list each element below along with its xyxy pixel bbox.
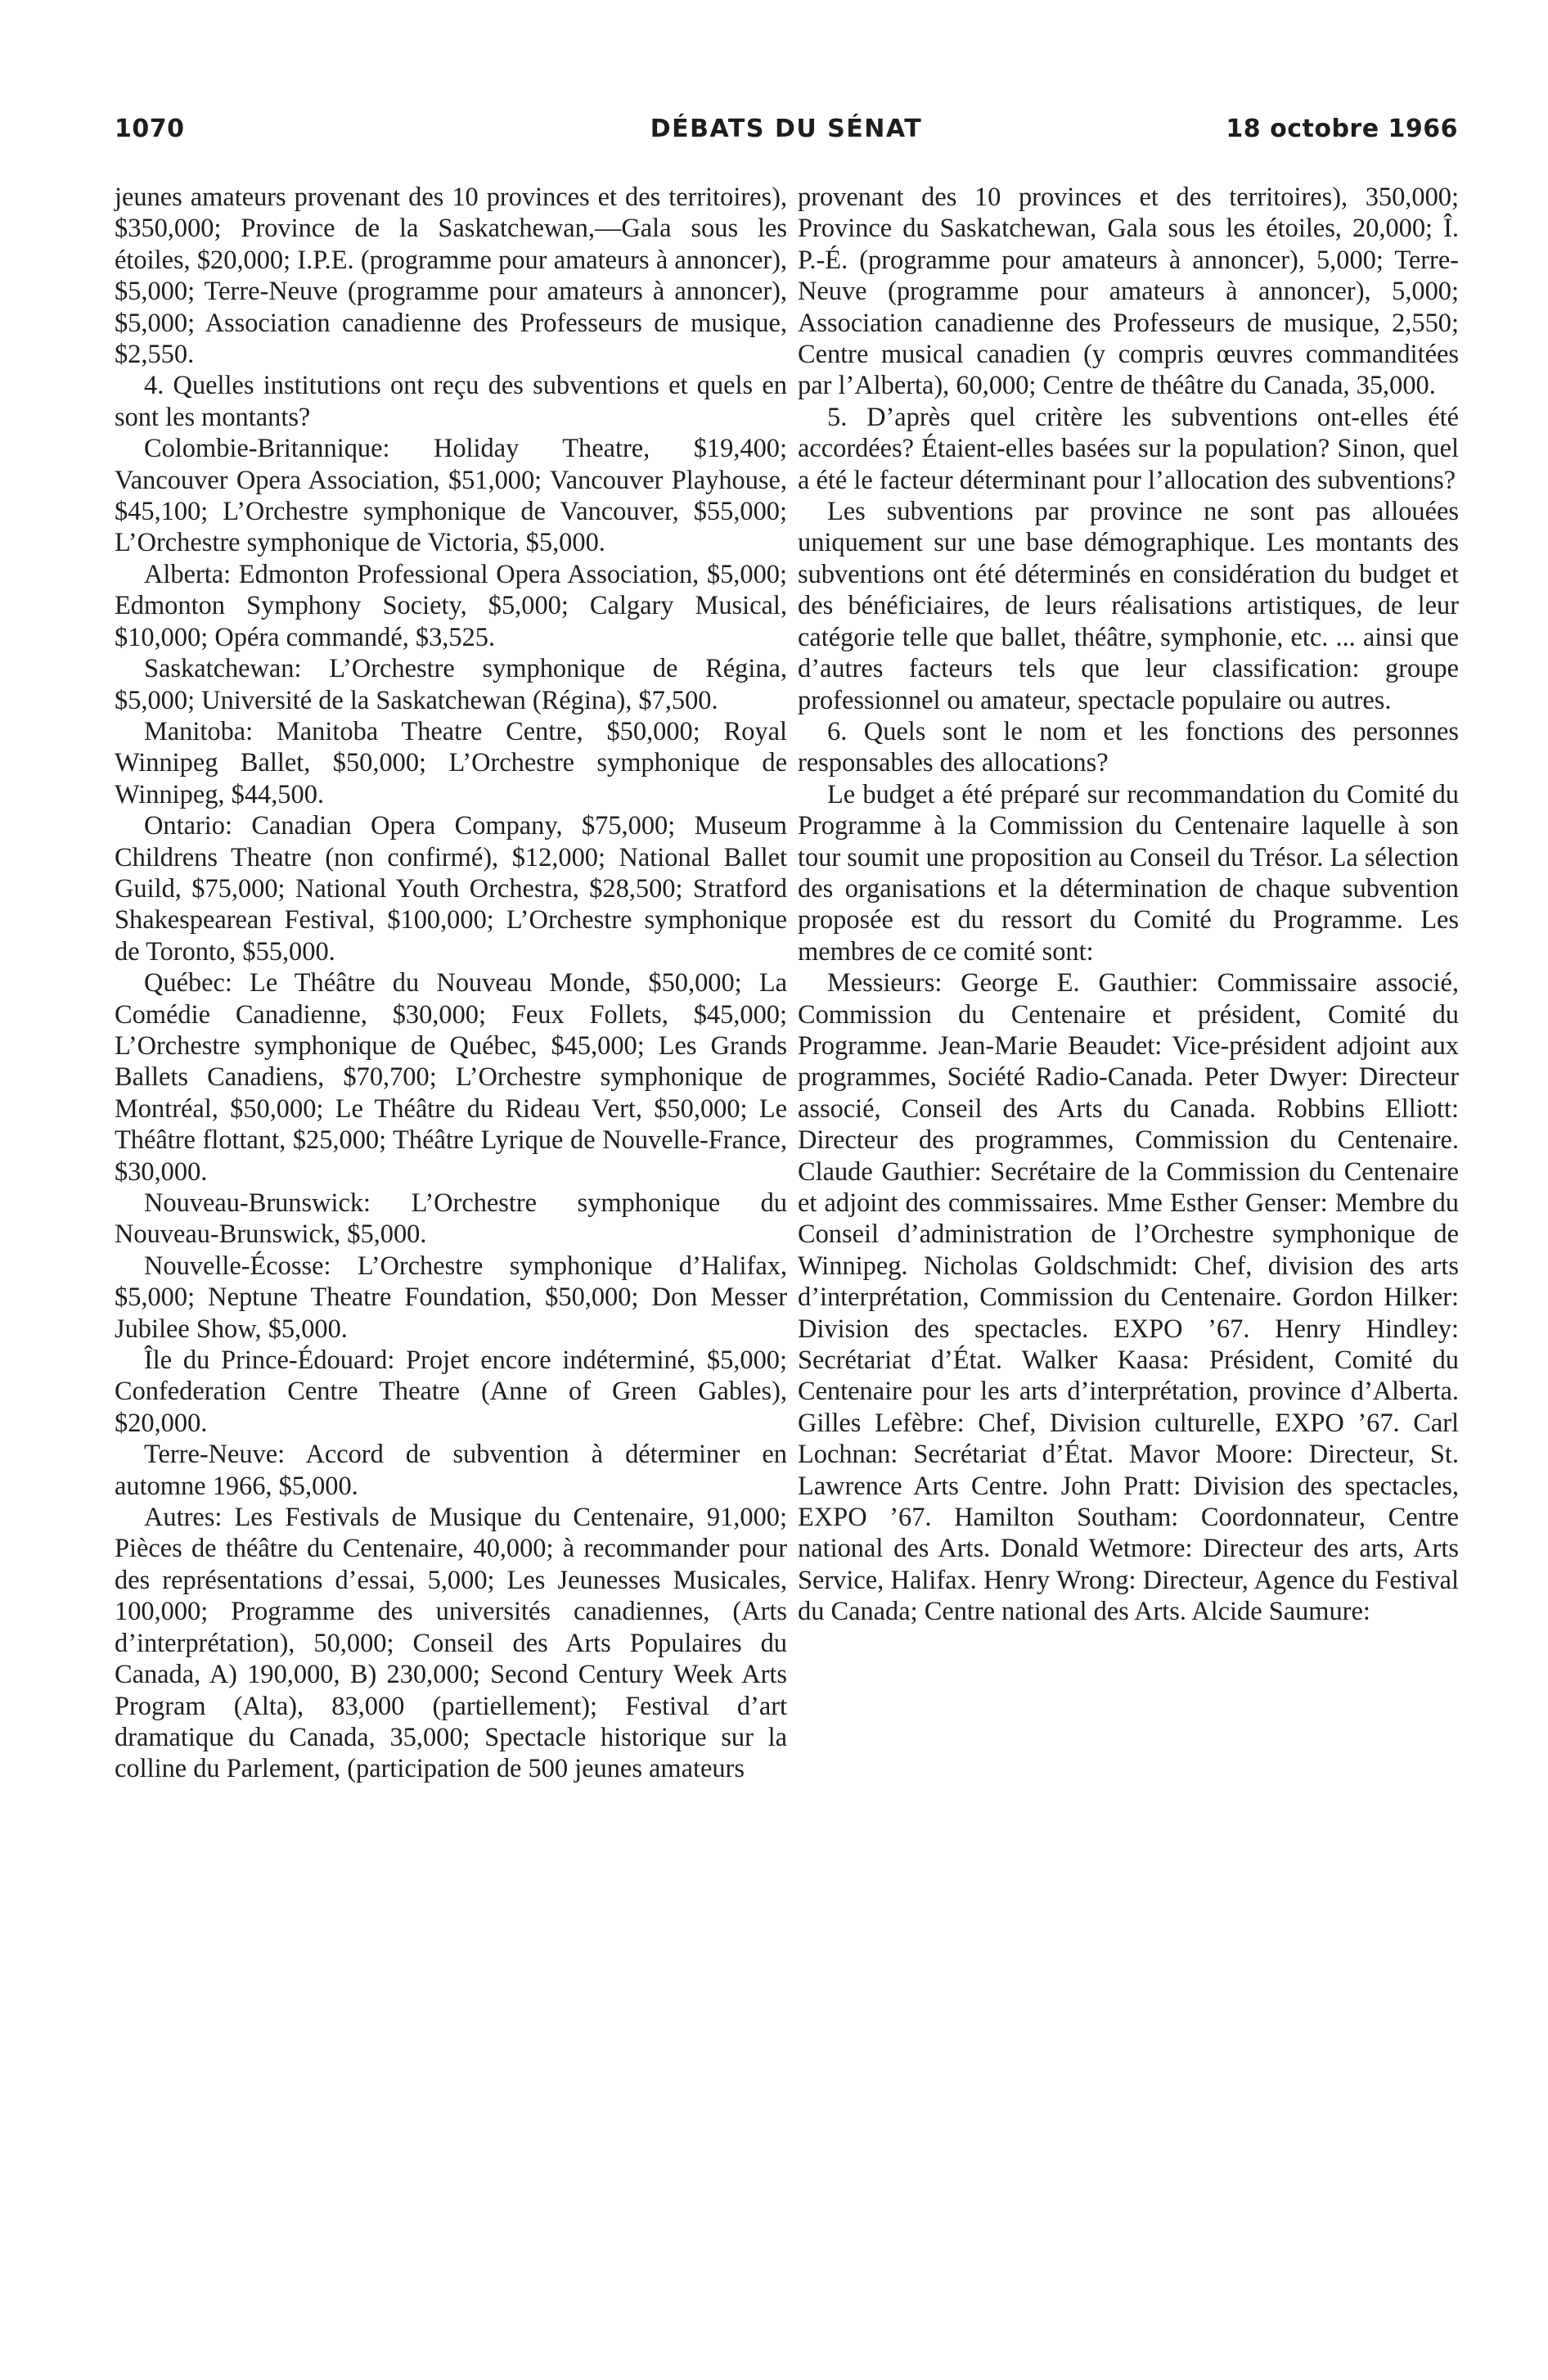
question-6: 6. Quels sont le nom et les fonctions des personnes responsables des allocations? — [798, 716, 1459, 778]
paragraph: jeunes amateurs provenant des 10 provinces et des territoires), $350,000; Province de la Saskatchewan,—Gala sous les étoiles, $20,000; I.P.E. (programme pour amateurs à annoncer), $5,000; Terre-Neuve (programme pour amateurs à annoncer), $5,000; Association canadienne des Professeurs de musique, $2,550. — [115, 183, 787, 370]
page-header — [115, 115, 1458, 154]
page-title: DÉBATS DU SÉNAT — [650, 115, 923, 143]
page-date: 18 octobre 1966 — [1226, 115, 1458, 143]
paragraph-quebec: Québec: Le Théâtre du Nouveau Monde, $50,000; La Comédie Canadienne, $30,000; Feux Follets, $45,000; L’Orchestre symphonique de Québec, $45,000; Les Grands Ballets Canadiens, $70,700; L’Orchestre symphonique de Montréal, $50,000; Le Théâtre du Rideau Vert, $50,000; Le Théâtre flottant, $25,000; Théâtre Lyrique de Nouvelle-France, $30,000. — [115, 968, 787, 1187]
paragraph-colombie-britannique: Colombie-Britannique: Holiday Theatre, $19,400; Vancouver Opera Association, $51,000; Vancouver Playhouse, $45,100; L’Orchestre symphonique de Vancouver, $55,000; L’Orchestre symphonique de Victoria, $5,000. — [115, 434, 787, 558]
left-column — [115, 182, 787, 1785]
page-number: 1070 — [115, 115, 185, 143]
paragraph-manitoba: Manitoba: Manitoba Theatre Centre, $50,000; Royal Winnipeg Ballet, $50,000; L’Orchestre symphonique de Winnipeg, $44,500. — [115, 716, 787, 809]
paragraph: Les subventions par province ne sont pas allouées uniquement sur une base démographique. Les montants des subventions ont été déterminés en considération du budget et des bénéficiaires, de leurs réalisations artistiques, de leur catégorie telle que ballet, théâtre, symphonie, etc. ... ainsi que d’autres facteurs tels que leur classification: groupe professionnel ou amateur, spectacle populaire ou autres. — [798, 497, 1459, 715]
paragraph-terre-neuve: Terre-Neuve: Accord de subvention à déterminer en automne 1966, $5,000. — [115, 1440, 787, 1501]
paragraph-ontario: Ontario: Canadian Opera Company, $75,000; Museum Childrens Theatre (non confirmé), $12,000; National Ballet Guild, $75,000; National Youth Orchestra, $28,500; Stratford Shakespearean Festival, $100,000; L’Orchestre symphonique de Toronto, $55,000. — [115, 811, 787, 967]
paragraph-autres: Autres: Les Festivals de Musique du Centenaire, 91,000; Pièces de théâtre du Centenaire, 40,000; à recommander pour des représentations d’essai, 5,000; Les Jeunesses Musicales, 100,000; Programme des universités canadiennes, (Arts d’interprétation), 50,000; Conseil des Arts Populaires du Canada, A) 190,000, B) 230,000; Second Century Week Arts Program (Alta), 83,000 (partiellement); Festival d’art dramatique du Canada, 35,000; Spectacle historique sur la colline du Parlement, (participation de 500 jeunes amateurs — [115, 1503, 787, 1784]
paragraph-committee-members: Messieurs: George E. Gauthier: Commissaire associé, Commission du Centenaire et président, Comité du Programme. Jean-Marie Beaudet: Vice-président adjoint aux programmes, Société Radio-Canada. Peter Dwyer: Directeur associé, Conseil des Arts du Canada. Robbins Elliott: Directeur des programmes, Commission du Centenaire. Claude Gauthier: Secrétaire de la Commission du Centenaire et adjoint des commissaires. Mme Esther Genser: Membre du Conseil d’administration de l’Orchestre symphonique de Winnipeg. Nicholas Goldschmidt: Chef, division des arts d’interprétation, Commission du Centenaire. Gordon Hilker: Division des spectacles. EXPO ’67. Henry Hindley: Secrétariat d’État. Walker Kaasa: Président, Comité du Centenaire pour les arts d’interprétation, province d’Alberta. Gilles Lefèbre: Chef, Division culturelle, EXPO ’67. Carl Lochnan: Secrétariat d’État. Mavor Moore: Directeur, St. Lawrence Arts Centre. John Pratt: Division des spectacles, EXPO ’67. Hamilton Southam: Coordonnateur, Centre national des Arts. Donald Wetmore: Directeur des arts, Arts Service, Halifax. Henry Wrong: Directeur, Agence du Festival du Canada; Centre national des Arts. Alcide Saumure: — [798, 968, 1459, 1627]
right-column — [798, 182, 1459, 1628]
paragraph-alberta: Alberta: Edmonton Professional Opera Association, $5,000; Edmonton Symphony Society, $5,000; Calgary Musical, $10,000; Opéra commandé, $3,525. — [115, 559, 787, 652]
paragraph-ile-du-prince-edouard: Île du Prince-Édouard: Projet encore indéterminé, $5,000; Confederation Centre Theatre (Anne of Green Gables), $20,000. — [115, 1346, 787, 1438]
paragraph: Le budget a été préparé sur recommandation du Comité du Programme à la Commission du Centenaire laquelle à son tour soumit une proposition au Conseil du Trésor. La sélection des organisations et la détermination de chaque subvention proposée est du ressort du Comité du Programme. Les membres de ce comité sont: — [798, 779, 1459, 967]
paragraph-nouvelle-ecosse: Nouvelle-Écosse: L’Orchestre symphonique d’Halifax, $5,000; Neptune Theatre Foundation, $50,000; Don Messer Jubilee Show, $5,000. — [115, 1251, 787, 1344]
paragraph-nouveau-brunswick: Nouveau-Brunswick: L’Orchestre symphonique du Nouveau-Brunswick, $5,000. — [115, 1188, 787, 1250]
question-5: 5. D’après quel critère les subventions ont-elles été accordées? Étaient-elles basées sur la population? Sinon, quel a été le facteur déterminant pour l’allocation des subventions? — [798, 402, 1459, 495]
paragraph: provenant des 10 provinces et des territoires), 350,000; Province du Saskatchewan, Gala sous les étoiles, 20,000; Î. P.-É. (programme pour amateurs à annoncer), 5,000; Terre-Neuve (programme pour amateurs à annoncer), 5,000; Association canadienne des Professeurs de musique, 2,550; Centre musical canadien (y compris œuvres commanditées par l’Alberta), 60,000; Centre de théâtre du Canada, 35,000. — [798, 183, 1459, 401]
question-4: 4. Quelles institutions ont reçu des subventions et quels en sont les montants? — [115, 371, 787, 432]
paragraph-saskatchewan: Saskatchewan: L’Orchestre symphonique de Régina, $5,000; Université de la Saskatchewan (Régina), $7,500. — [115, 654, 787, 715]
